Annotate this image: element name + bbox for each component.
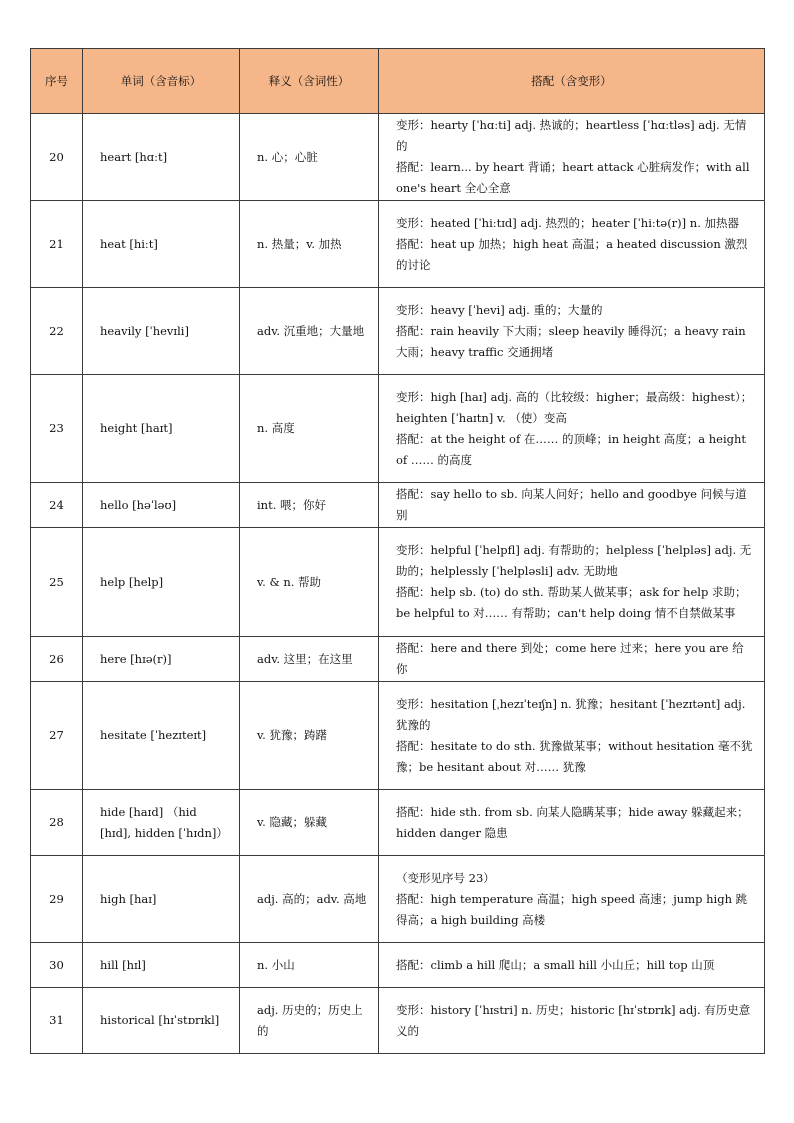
row-number: 25	[31, 528, 83, 637]
header-definition: 释义（含词性）	[240, 49, 379, 114]
table-row	[31, 682, 765, 790]
collocation-line: 变形：high [haɪ] adj. 高的（比较级：higher；最高级：highest）；heighten [ˈhaɪtn] v. （使）变高	[396, 389, 753, 425]
vocabulary-table	[30, 48, 765, 1054]
header-row	[31, 49, 765, 114]
collocation-cell	[379, 114, 765, 201]
word-cell: hello [həˈləʊ]	[83, 483, 240, 528]
definition-cell: v. & n. 帮助	[240, 528, 379, 637]
row-number: 30	[31, 943, 83, 988]
row-number: 21	[31, 201, 83, 288]
definition-cell: n. 小山	[240, 943, 379, 988]
collocation-line: 搭配：hide sth. from sb. 向某人隐瞒某事；hide away 躲藏起来；hidden danger 隐患	[396, 804, 749, 840]
table-row	[31, 114, 765, 201]
collocation-line: 搭配：hesitate to do sth. 犹豫做某事；without hesitation 毫不犹豫；be hesitant about 对…… 犹豫	[396, 738, 753, 774]
header-number: 序号	[31, 49, 83, 114]
collocation-line: 变形：heavy [ˈhevi] adj. 重的；大量的	[396, 302, 603, 317]
word-cell: hill [hɪl]	[83, 943, 240, 988]
definition-cell: v. 隐藏；躲藏	[240, 790, 379, 856]
table-row	[31, 201, 765, 288]
collocation-cell	[379, 856, 765, 943]
collocation-cell	[379, 790, 765, 856]
row-number: 20	[31, 114, 83, 201]
word-cell: here [hɪə(r)]	[83, 637, 240, 682]
collocation-cell	[379, 483, 765, 528]
table-header	[31, 49, 765, 114]
row-number: 28	[31, 790, 83, 856]
table-row	[31, 790, 765, 856]
collocation-line: 变形：hesitation [ˌhezɪˈteɪʃn] n. 犹豫；hesitant [ˈhezɪtənt] adj. 犹豫的	[396, 696, 746, 732]
collocation-cell	[379, 637, 765, 682]
collocation-cell	[379, 201, 765, 288]
collocation-line: 搭配：high temperature 高温；high speed 高速；jump high 跳得高；a high building 高楼	[396, 891, 748, 927]
collocation-cell	[379, 288, 765, 375]
collocation-cell	[379, 528, 765, 637]
row-number: 22	[31, 288, 83, 375]
collocation-line: 变形：helpful [ˈhelpfl] adj. 有帮助的；helpless [ˈhelpləs] adj. 无助的；helplessly [ˈhelpləsli] adv. 无助地	[396, 543, 752, 578]
row-number: 24	[31, 483, 83, 528]
word-cell: high [haɪ]	[83, 856, 240, 943]
table-row	[31, 288, 765, 375]
collocation-cell	[379, 375, 765, 483]
word-cell: help [help]	[83, 528, 240, 637]
collocation-line: 变形：hearty [ˈhɑːti] adj. 热诚的；heartless [ˈhɑːtləs] adj. 无情的	[396, 118, 747, 153]
collocation-cell	[379, 943, 765, 988]
word-cell: hide [haɪd] （hid [hɪd], hidden [ˈhɪdn]）	[83, 790, 240, 856]
table-row	[31, 375, 765, 483]
word-cell: heart [hɑːt]	[83, 114, 240, 201]
table-row	[31, 856, 765, 943]
definition-cell: n. 心；心脏	[240, 114, 379, 201]
definition-cell: int. 喂；你好	[240, 483, 379, 528]
word-cell: height [haɪt]	[83, 375, 240, 483]
collocation-line: 搭配：rain heavily 下大雨；sleep heavily 睡得沉；a heavy rain 大雨；heavy traffic 交通拥堵	[396, 323, 746, 359]
table-row	[31, 483, 765, 528]
word-cell: hesitate [ˈhezɪteɪt]	[83, 682, 240, 790]
table-row	[31, 943, 765, 988]
table-row	[31, 637, 765, 682]
collocation-cell	[379, 682, 765, 790]
row-number: 29	[31, 856, 83, 943]
definition-cell: adv. 这里；在这里	[240, 637, 379, 682]
collocation-line: 搭配：say hello to sb. 向某人问好；hello and goodbye 问候与道别	[396, 487, 747, 522]
collocation-line: 变形：history [ˈhɪstri] n. 历史；historic [hɪˈstɒrɪk] adj. 有历史意义的	[396, 1002, 751, 1038]
collocation-line: 搭配：help sb. (to) do sth. 帮助某人做某事；ask for help 求助；be helpful to 对…… 有帮助；can't help doing 情不自禁做某事	[396, 585, 747, 620]
collocation-line: 搭配：climb a hill 爬山；a small hill 小山丘；hill top 山顶	[396, 957, 715, 972]
table-row	[31, 988, 765, 1054]
header-word: 单词（含音标）	[83, 49, 240, 114]
table-body	[31, 114, 765, 1054]
definition-cell: adv. 沉重地；大量地	[240, 288, 379, 375]
row-number: 26	[31, 637, 83, 682]
collocation-line: 搭配：learn... by heart 背诵；heart attack 心脏病发作；with all one's heart 全心全意	[396, 160, 750, 195]
collocation-line: 搭配：here and there 到处；come here 过来；here you are 给你	[396, 641, 744, 676]
collocation-line: （变形见序号 23）	[396, 870, 495, 885]
collocation-line: 变形：heated [ˈhiːtɪd] adj. 热烈的；heater [ˈhiːtə(r)] n. 加热器	[396, 215, 740, 230]
table-row	[31, 528, 765, 637]
definition-cell: adj. 高的；adv. 高地	[240, 856, 379, 943]
collocation-cell	[379, 988, 765, 1054]
collocation-line: 搭配：at the height of 在…… 的顶峰；in height 高度；a height of …… 的高度	[396, 431, 747, 467]
header-collocation: 搭配（含变形）	[379, 49, 765, 114]
definition-cell: n. 高度	[240, 375, 379, 483]
row-number: 31	[31, 988, 83, 1054]
definition-cell: adj. 历史的；历史上的	[240, 988, 379, 1054]
word-cell: heat [hiːt]	[83, 201, 240, 288]
word-cell: historical [hɪˈstɒrɪkl]	[83, 988, 240, 1054]
row-number: 27	[31, 682, 83, 790]
row-number: 23	[31, 375, 83, 483]
definition-cell: v. 犹豫；踌躇	[240, 682, 379, 790]
collocation-line: 搭配：heat up 加热；high heat 高温；a heated discussion 激烈的讨论	[396, 236, 748, 272]
word-cell: heavily [ˈhevɪli]	[83, 288, 240, 375]
definition-cell: n. 热量；v. 加热	[240, 201, 379, 288]
